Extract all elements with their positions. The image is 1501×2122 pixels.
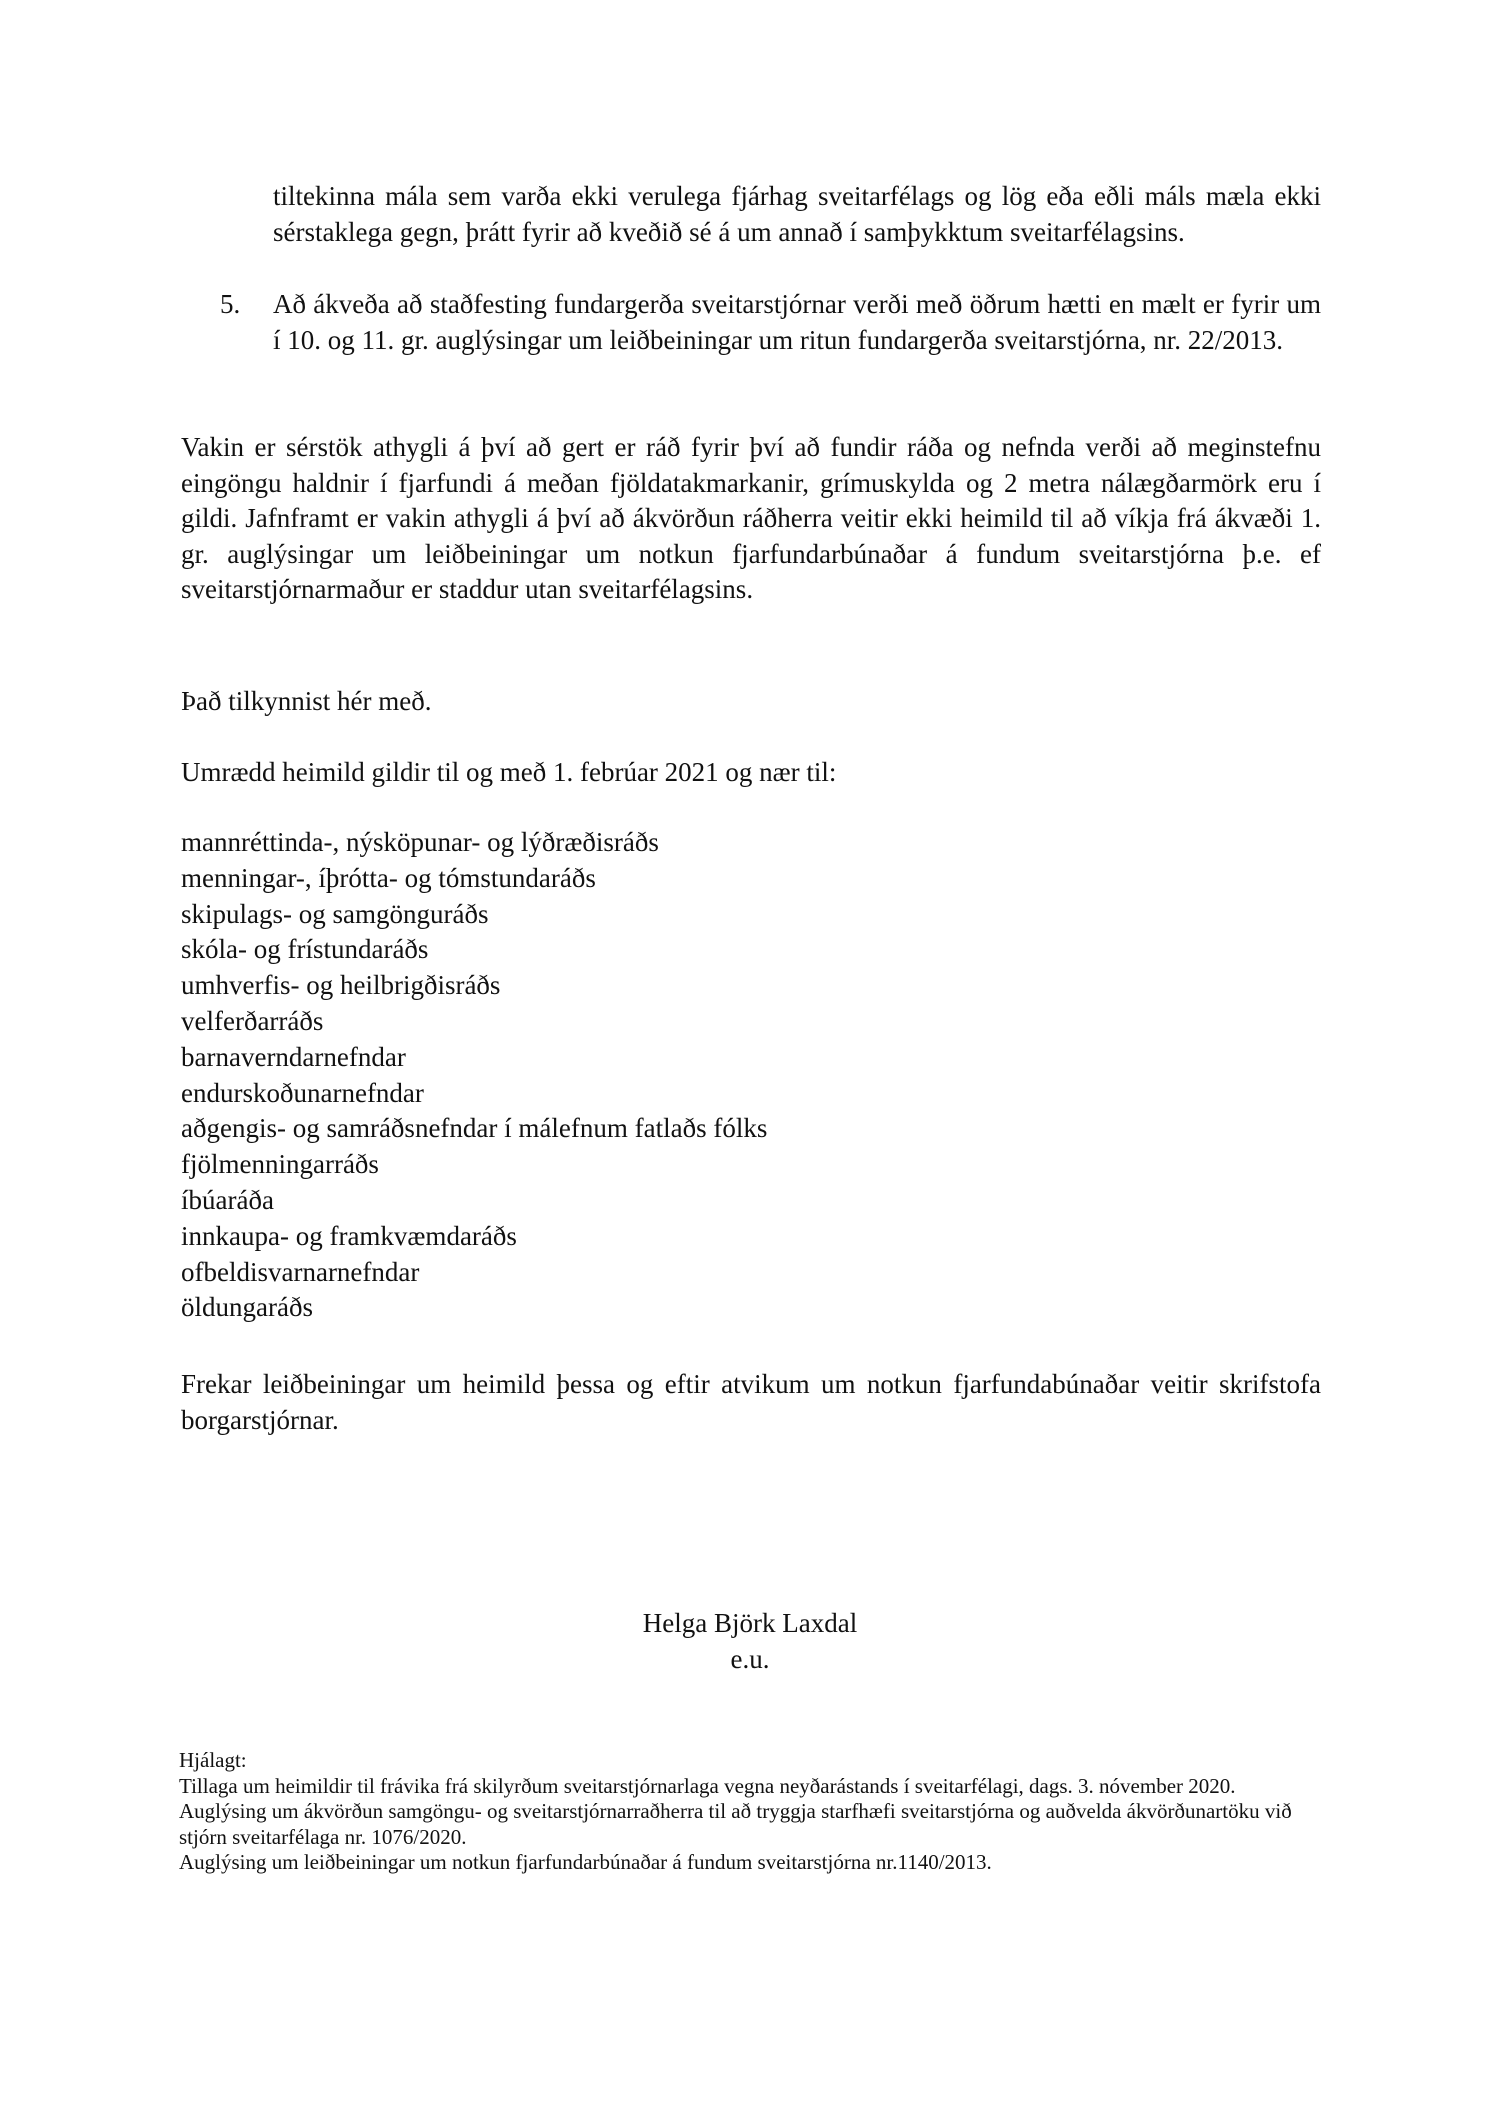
list-item: aðgengis- og samráðsnefndar í málefnum fatlaðs fólks [181,1113,768,1144]
list-item: umhverfis- og heilbrigðisráðs [181,970,501,1001]
signatory-title: e.u. [730,1643,770,1674]
enclosure-item: Auglýsing um leiðbeiningar um notkun fjarfundarbúnaðar á fundum sveitarstjórna nr.1140/2013. [179,1850,992,1874]
signature-block [560,1606,940,1677]
notice-paragraph: Það tilkynnist hér með. [181,686,432,716]
signatory-name: Helga Björk Laxdal [642,1608,858,1638]
list-item-5 [220,287,1321,358]
attention-paragraph: Vakin er sérstök athygli á því að gert er ráð fyrir því að fundir ráða og nefnda verði að meginstefnu eingöngu haldnir í fjarfundi á meðan fjöldatakmarkanir, grímuskylda og 2 metra nálægðarmörk eru í gildi. Jafnframt er vakin athygli á því að ákvörðun ráðherra veitir ekki heimild til að víkja frá ákvæði 1. gr. auglýsingar um leiðbeiningar um notkun fjarfundarbúnaðar á fundum sveitarstjórna þ.e. ef sveitarstjórnarmaður er staddur utan sveitarfélagsins. [181,432,1321,604]
list-item: velferðarráðs [181,1005,324,1036]
list-item-text: Að ákveða að staðfesting fundargerða sveitarstjórnar verði með öðrum hætti en mælt er fyrir um í 10. og 11. gr. auglýsingar um leiðbeiningar um ritun fundargerða sveitarstjórna, nr. 22/2013. [273,289,1321,355]
list-item: fjölmenningarráðs [181,1149,379,1180]
list-item: skóla- og frístundaráðs [181,934,429,965]
enclosure-item: Tillaga um heimildir til frávika frá skilyrðum sveitarstjórnarlaga vegna neyðarástands í sveitarfélagi, dags. 3. nóvember 2020. [179,1773,1236,1798]
list-item-continuation: tiltekinna mála sem varða ekki verulega fjárhag sveitarfélags og lög eða eðli máls mæla ekki sérstaklega gegn, þrátt fyrir að kveðið sé á um annað í samþykktum sveitarfélagsins. [273,181,1321,247]
list-item: innkaupa- og framkvæmdaráðs [181,1220,517,1251]
enclosures [179,1748,1339,1876]
further-paragraph: Frekar leiðbeiningar um heimild þessa og eftir atvikum um notkun fjarfundabúnaðar veitir skrifstofa borgarstjórnar. [181,1369,1321,1435]
list-item-number: 5. [220,289,241,319]
validity-paragraph: Umrædd heimild gildir til og með 1. febrúar 2021 og nær til: [181,757,837,787]
list-item: öldungaráðs [181,1292,313,1323]
enclosures-heading: Hjálagt: [179,1748,247,1772]
list-item: endurskoðunarnefndar [181,1077,424,1108]
list-item: ofbeldisvarnarnefndar [181,1256,420,1287]
list-item: íbúaráða [181,1184,274,1215]
list-item: menningar-, íþrótta- og tómstundaráðs [181,862,596,893]
council-list [181,825,767,1326]
list-item: barnaverndarnefndar [181,1041,406,1072]
list-item: mannréttinda-, nýsköpunar- og lýðræðisráðs [181,827,659,857]
enclosure-item: Auglýsing um ákvörðun samgöngu- og sveitarstjórnarraðherra til að tryggja starfhæfi sveitarstjórna og auðvelda ákvörðunartöku við stjórn sveitarfélaga nr. 1076/2020. [179,1799,1292,1849]
list-item: skipulags- og samgönguráðs [181,898,489,929]
